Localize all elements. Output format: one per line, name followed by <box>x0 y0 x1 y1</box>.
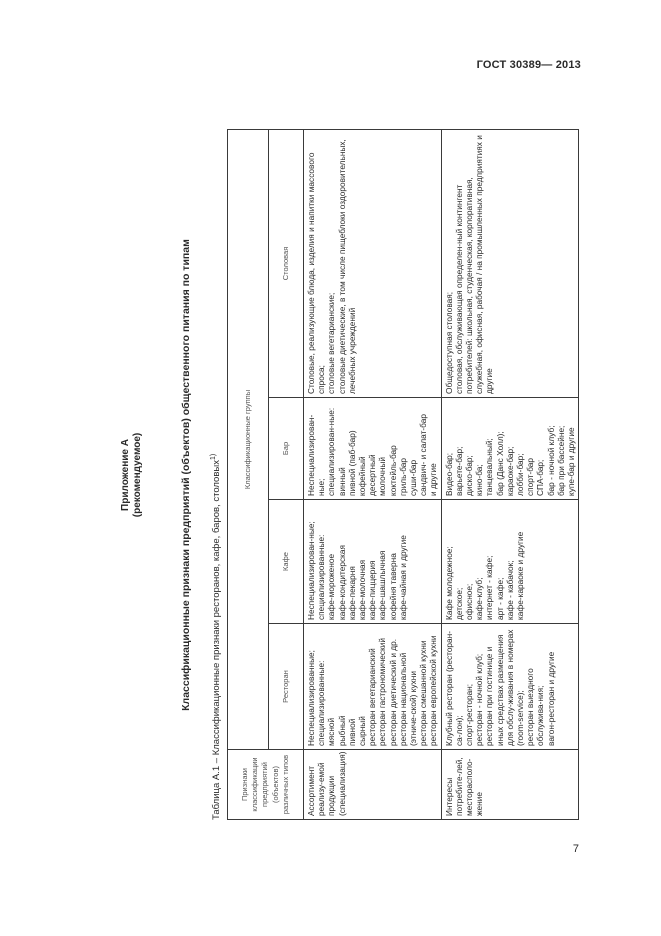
cafe-text: Неспециализирован-ные; специализированные: кафе-мороженое кафе-кондитерская кафе-пекарня кафе-молочная кафе-пиццерия кафе-шашлычная кофейня таверна кафе-чайная и другие <box>306 521 408 620</box>
appendix-note: (рекомендуемое) <box>132 432 143 518</box>
bar-text: Видео-бар; варьете-бар; диско-бар; кино-ба; танцевальный; бар (Данс Холл); караоке-бар; лобби-бар; спорт-бар СПА-бар; бар - ночной клуб; бар при бассейне; купе-бар и другие <box>443 425 577 496</box>
restaurant-text: Неспециализированные; специализированные: мясной рыбный пивной сырный ресторан вегетарианский ресторан гастрономический ресторан диетический и др. ресторан национальной (этниче-ской) кухни ресторан смешанной кухни ресторан европейской кухни <box>306 635 439 746</box>
rotated-content <box>120 75 577 875</box>
row-criterion <box>304 750 442 820</box>
row-criterion <box>441 750 579 820</box>
cafe-text: Кафе молодежное; детское; офисное; кафе-клуб; интернет - кафе; арт - кафе; кафе - кабачок; кафе-караоке и другие <box>443 531 526 620</box>
table-header-row <box>228 129 269 819</box>
table-caption <box>210 454 222 820</box>
table-caption-footnote: 1) <box>210 453 217 461</box>
restaurant-cell <box>304 624 442 750</box>
table-row <box>304 129 442 819</box>
restaurant-text: Клубный ресторан (ресторан-са-лон); спорт-ресторан; ресторан - ночной клуб; ресторан при гостинице и иных средствах размещения для обслу-живания в номерах (room-service); ресторан выездного обслужива-ния; вагон-ресторан и другие <box>443 629 556 746</box>
canteen-cell <box>441 129 579 397</box>
appendix-heading <box>120 75 144 875</box>
page-number: 7 <box>572 843 579 855</box>
canteen-cell <box>304 129 442 397</box>
table-subheader-row <box>269 129 304 819</box>
header-group: Классификационные группы <box>228 129 269 749</box>
canteen-text: Общедоступная столовая; столовая, обслуживающая определен-ный контингент потребителей: школьная, студенческая, корпоративная, служебная, офисная, рабочая / на промышленных предприятиях и другие <box>443 135 495 394</box>
header-criteria: Признаки классификации предприятий (объектов) различных типов <box>228 750 304 820</box>
cafe-cell <box>441 500 579 624</box>
criterion-text: Интересы потребите-лей, месторасполо-жение <box>443 757 485 816</box>
criterion-text: Ассортимент реализу-емой продукции (специализация) <box>306 751 347 816</box>
table-row <box>441 129 579 819</box>
table-caption-text: Таблица А.1 – Классификационные признаки ресторанов, кафе, баров, столовых <box>211 460 223 820</box>
main-title: Классификационные признаки предприятий (объектов) общественного питания по типам <box>180 239 192 711</box>
bar-cell <box>441 398 579 500</box>
bar-text: Неспециализирован-ные; специализирован-ные: винный пивной (паб-бар) кофейный десертный молочный коктейль-бар гриль-бар суши-бар сандвич- и салат-бар и другие <box>306 407 439 496</box>
header-bar: Бар <box>269 398 304 500</box>
header-cafe: Кафе <box>269 500 304 624</box>
header-restaurant: Ресторан <box>269 624 304 750</box>
appendix-title: Приложение А <box>120 439 131 511</box>
restaurant-cell <box>441 624 579 750</box>
cafe-cell <box>304 500 442 624</box>
standard-number: ГОСТ 30389— 2013 <box>476 59 581 71</box>
bar-cell <box>304 398 442 500</box>
classification-table <box>227 129 579 820</box>
canteen-text: Столовые, реализующие блюда, изделия и напитки массового спроса; столовые вегетарианские; столовые диетические, в том числе пищеблоки оздоровительных, лечебных учреждений <box>306 139 357 394</box>
header-canteen: Столовая <box>269 129 304 397</box>
